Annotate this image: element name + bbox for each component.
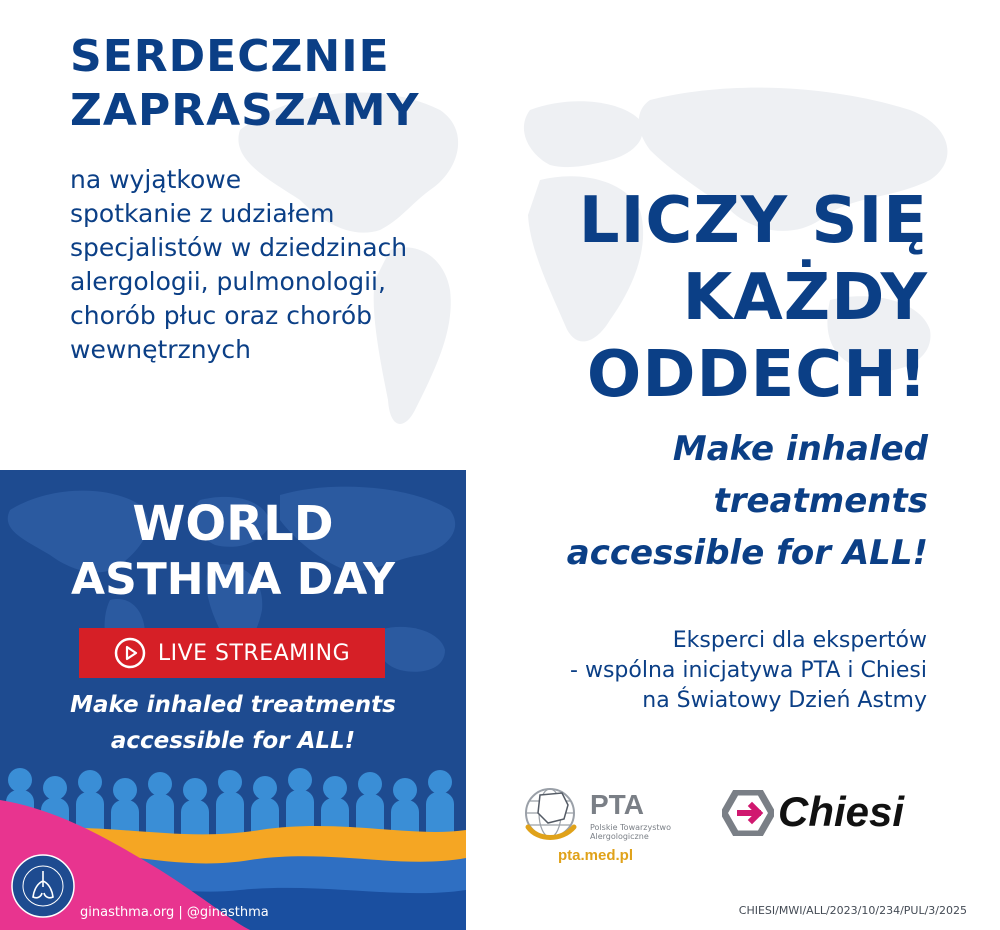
experts-note-line: Eksperci dla ekspertów xyxy=(672,628,927,653)
gina-logo xyxy=(10,853,76,919)
campaign-theme-line: treatments xyxy=(713,481,928,521)
pta-name: PTA xyxy=(590,789,644,820)
invitation-headline-line: ZAPRASZAMY xyxy=(70,85,420,136)
pta-url: pta.med.pl xyxy=(558,847,634,864)
experts-note xyxy=(570,626,927,716)
banner-theme xyxy=(0,687,466,759)
chiesi-hexagon-icon xyxy=(722,790,774,836)
invitation-body-line: alergologii, pulmonologii, xyxy=(70,267,386,296)
campaign-theme-line: Make inhaled xyxy=(672,429,928,469)
slogan xyxy=(579,183,928,414)
world-asthma-day-banner xyxy=(0,470,466,930)
banner-theme-line: Make inhaled treatments xyxy=(70,692,396,718)
pta-subtitle-line: Alergologiczne xyxy=(590,832,649,841)
live-streaming-label: LIVE STREAMING xyxy=(157,640,351,666)
live-streaming-badge xyxy=(79,628,385,678)
slogan-line: LICZY SIĘ xyxy=(578,184,928,258)
invitation-body-line: chorób płuc oraz chorób xyxy=(70,301,372,330)
gina-footer: ginasthma.org | @ginasthma xyxy=(80,905,269,920)
pta-globe-icon xyxy=(518,783,590,845)
invitation-body-line: na wyjątkowe xyxy=(70,165,242,194)
campaign-theme-line: accessible for ALL! xyxy=(566,533,928,573)
slogan-line: ODDECH! xyxy=(586,338,928,412)
banner-theme-line: accessible for ALL! xyxy=(110,728,356,754)
pta-subtitle-line: Polskie Towarzystwo xyxy=(590,823,671,832)
play-icon xyxy=(114,637,146,669)
invitation-body-line: wewnętrznych xyxy=(70,335,251,364)
chiesi-logo xyxy=(722,788,932,838)
reference-code: CHIESI/MWI/ALL/2023/10/234/PUL/3/2025 xyxy=(738,904,967,917)
invitation-body-line: spotkanie z udziałem xyxy=(70,199,335,228)
experts-note-line: na Światowy Dzień Astmy xyxy=(642,688,927,713)
banner-title-line1: WORLD xyxy=(132,496,334,552)
chiesi-name: Chiesi xyxy=(778,788,905,835)
invitation-body xyxy=(70,163,490,367)
pta-subtitle xyxy=(590,823,671,841)
pta-logo xyxy=(518,783,671,873)
invitation-headline-line: SERDECZNIE xyxy=(70,31,390,82)
slogan-line: KAŻDY xyxy=(682,261,928,335)
invitation-headline xyxy=(70,30,419,138)
banner-title-line2: ASTHMA DAY xyxy=(71,554,395,605)
campaign-theme xyxy=(567,423,928,579)
experts-note-line: - wspólna inicjatywa PTA i Chiesi xyxy=(570,658,927,683)
invitation-body-line: specjalistów w dziedzinach xyxy=(70,233,408,262)
